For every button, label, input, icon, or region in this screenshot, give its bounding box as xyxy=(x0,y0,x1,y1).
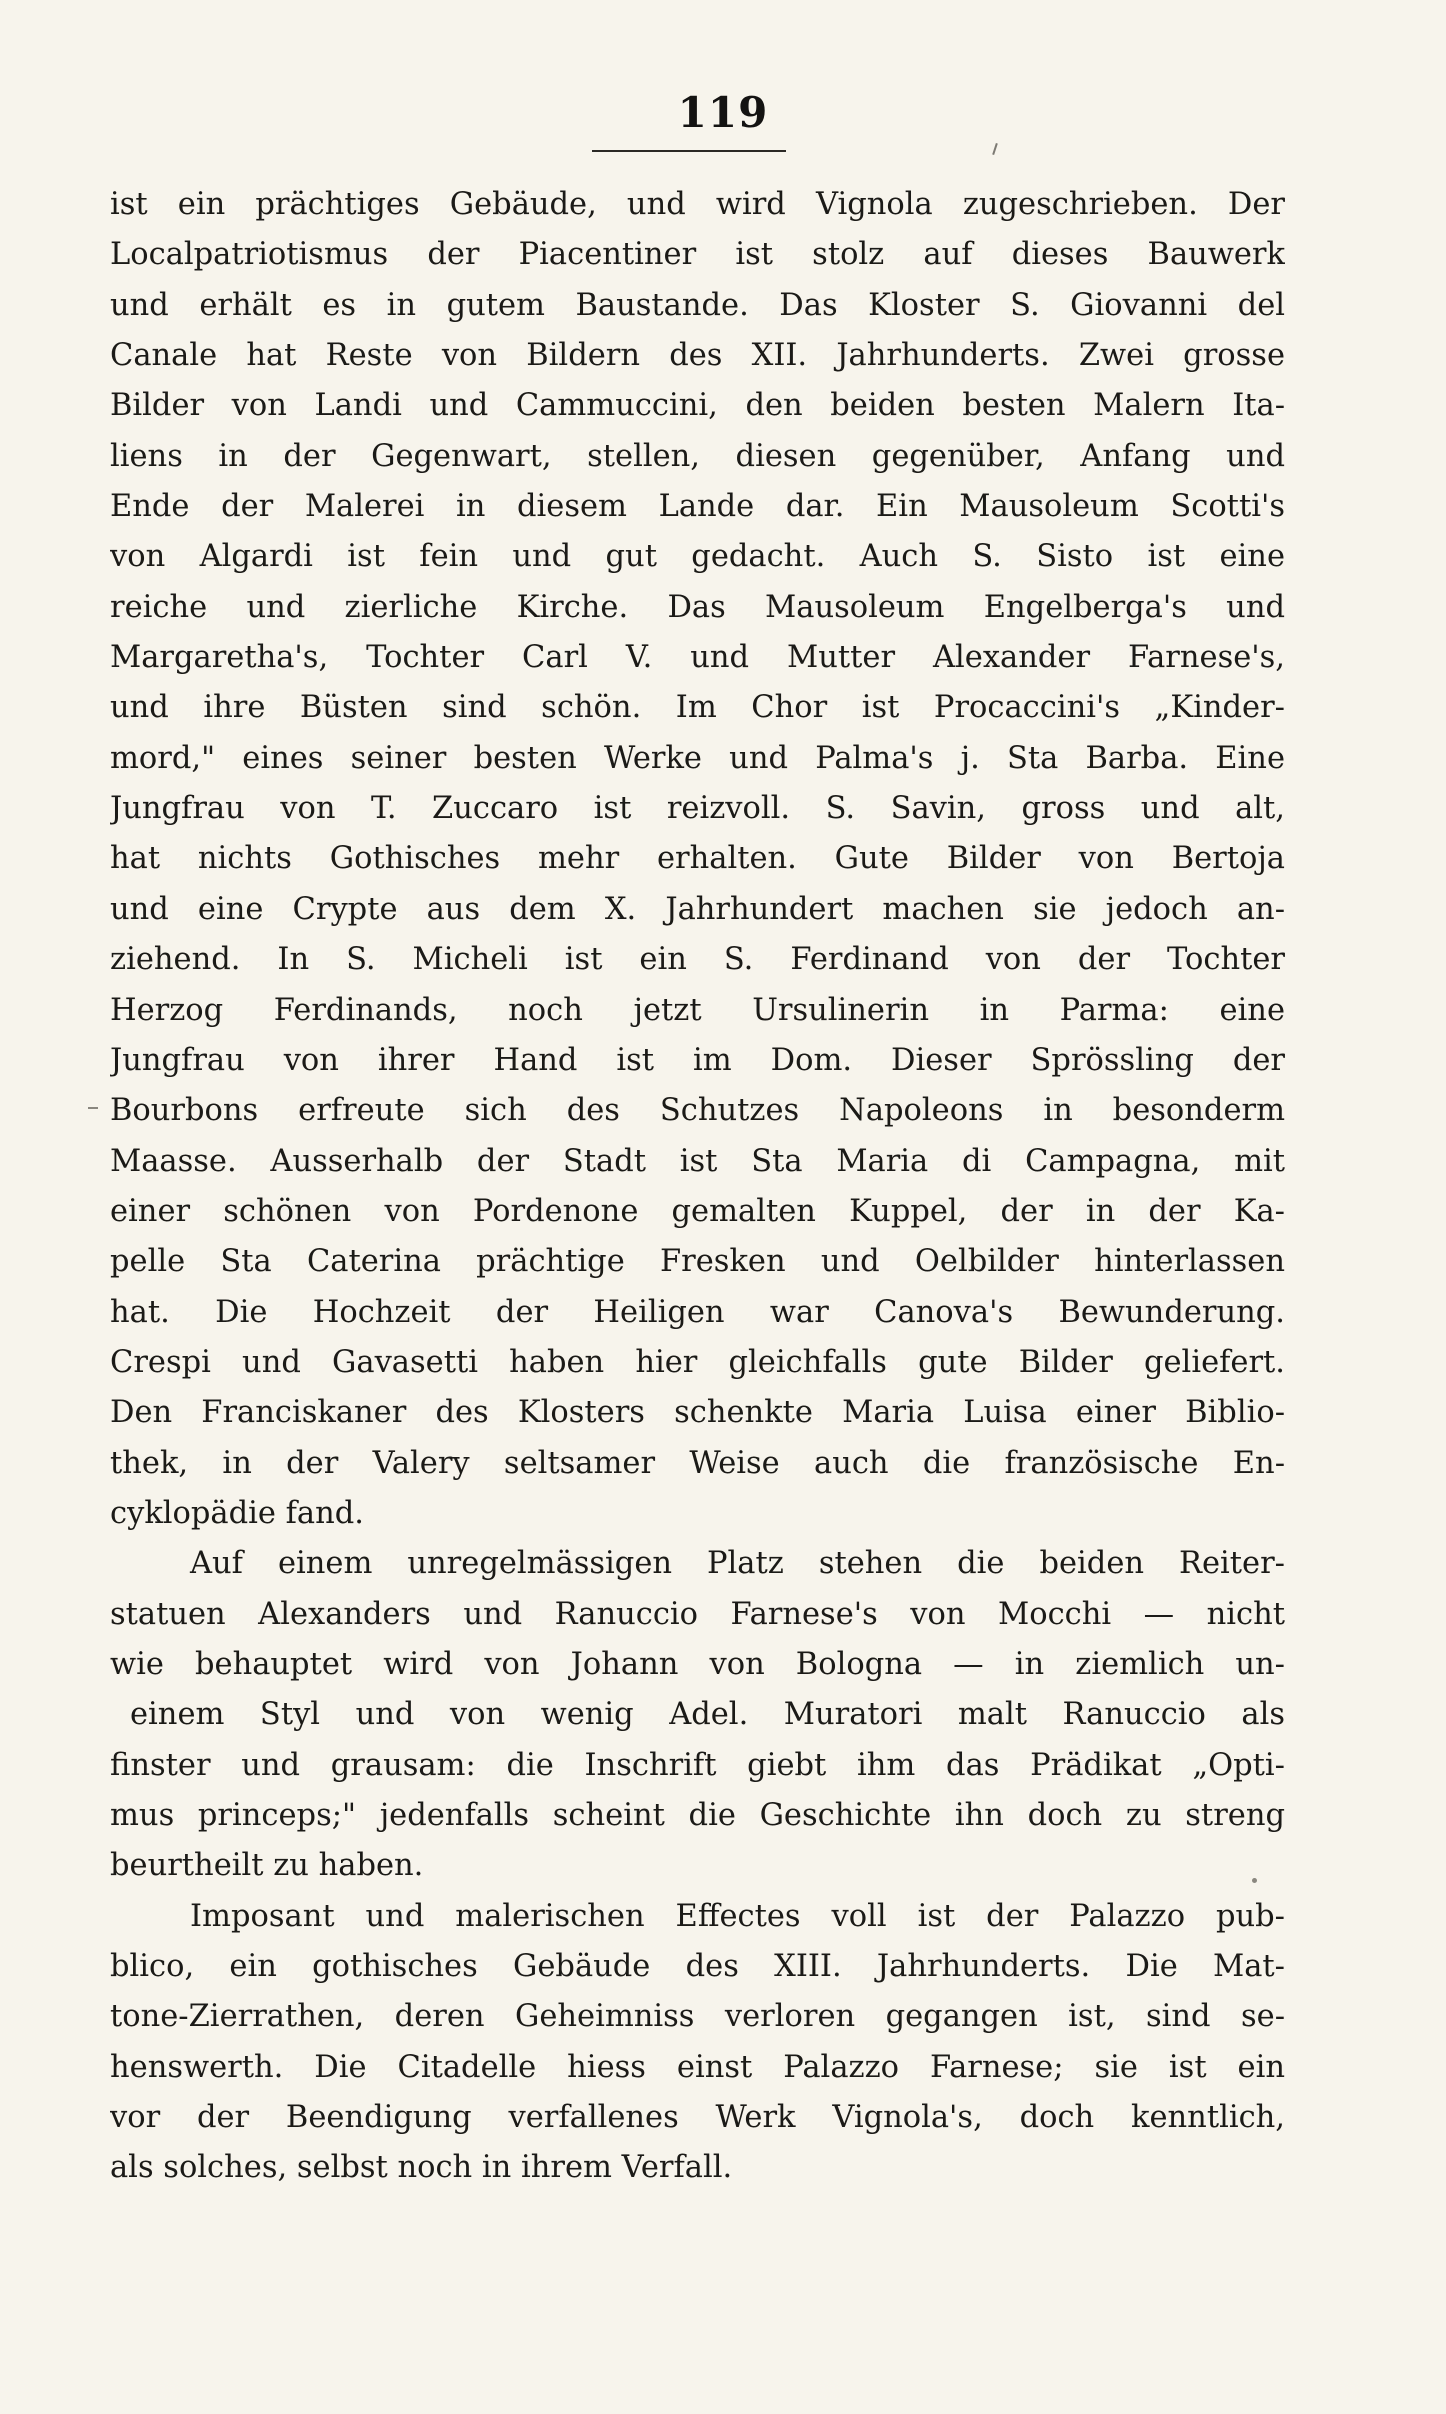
text-line: ziehend. In S. Micheli ist ein S. Ferdinand von der Tochter xyxy=(110,942,1285,978)
text-line: liens in der Gegenwart, stellen, diesen gegenüber, Anfang und xyxy=(110,438,1285,474)
page-number: 119 xyxy=(677,88,769,137)
text-line: pelle Sta Caterina prächtige Fresken und Oelbilder hinterlassen xyxy=(110,1244,1285,1280)
text-line: blico, ein gothisches Gebäude des XIII. Jahrhunderts. Die Mat- xyxy=(110,1949,1285,1985)
text-line: Ende der Malerei in diesem Lande dar. Ein Mausoleum Scotti's xyxy=(110,489,1285,525)
header-mark xyxy=(992,143,998,155)
text-line: Canale hat Reste von Bildern des XII. Jahrhunderts. Zwei grosse xyxy=(110,338,1285,374)
text-line: Herzog Ferdinands, noch jetzt Ursulinerin in Parma: eine xyxy=(110,992,1285,1028)
text-line: vor der Beendigung verfallenes Werk Vignola's, doch kenntlich, xyxy=(110,2100,1285,2136)
text-line: und erhält es in gutem Baustande. Das Kloster S. Giovanni del xyxy=(110,287,1285,323)
text-line: mord," eines seiner besten Werke und Palma's j. Sta Barba. Eine xyxy=(110,740,1285,776)
text-line: einer schönen von Pordenone gemalten Kuppel, der in der Ka- xyxy=(110,1193,1285,1229)
text-line: thek, in der Valery seltsamer Weise auch die französische En- xyxy=(110,1445,1285,1481)
text-line: und ihre Büsten sind schön. Im Chor ist Procaccini's „Kinder- xyxy=(110,690,1285,726)
text-line: Bourbons erfreute sich des Schutzes Napoleons in besonderm xyxy=(110,1093,1285,1129)
text-line: von Algardi ist fein und gut gedacht. Auch S. Sisto ist eine xyxy=(110,539,1285,575)
text-line: tone-Zierrathen, deren Geheimniss verloren gegangen ist, sind se- xyxy=(110,1999,1285,2035)
text-line: wie behauptet wird von Johann von Bologna — in ziemlich un- xyxy=(110,1646,1285,1682)
text-line: beurtheilt zu haben. xyxy=(110,1848,424,1884)
text-line: Jungfrau von ihrer Hand ist im Dom. Dieser Sprössling der xyxy=(110,1042,1285,1078)
text-line: einem Styl und von wenig Adel. Muratori malt Ranuccio als xyxy=(130,1697,1285,1733)
text-line: Margaretha's, Tochter Carl V. und Mutter Alexander Farnese's, xyxy=(110,640,1285,676)
text-line: als solches, selbst noch in ihrem Verfall. xyxy=(110,2150,733,2186)
text-line: finster und grausam: die Inschrift giebt ihm das Prädikat „Opti- xyxy=(110,1747,1285,1783)
text-line: henswerth. Die Citadelle hiess einst Palazzo Farnese; sie ist ein xyxy=(110,2049,1285,2085)
body-text xyxy=(110,180,1285,2194)
text-line: Jungfrau von T. Zuccaro ist reizvoll. S. Savin, gross und alt, xyxy=(110,791,1285,827)
text-line: Den Franciskaner des Klosters schenkte Maria Luisa einer Biblio- xyxy=(110,1395,1285,1431)
text-line: Bilder von Landi und Cammuccini, den beiden besten Malern Ita- xyxy=(110,388,1285,424)
header-rule xyxy=(592,150,786,152)
margin-mark xyxy=(88,1107,98,1109)
text-line: Crespi und Gavasetti haben hier gleichfalls gute Bilder geliefert. xyxy=(110,1344,1285,1380)
text-line: ist ein prächtiges Gebäude, und wird Vignola zugeschrieben. Der xyxy=(110,187,1285,222)
text-line: mus princeps;" jedenfalls scheint die Geschichte ihn doch zu streng xyxy=(110,1798,1285,1833)
text-line: und eine Crypte aus dem X. Jahrhundert machen sie jedoch an- xyxy=(110,891,1285,927)
text-line: Maasse. Ausserhalb der Stadt ist Sta Maria di Campagna, mit xyxy=(110,1143,1285,1179)
text-line: cyklopädie fand. xyxy=(110,1495,364,1531)
text-line: Auf einem unregelmässigen Platz stehen die beiden Reiter- xyxy=(190,1546,1285,1582)
text-line: reiche und zierliche Kirche. Das Mausoleum Engelberga's und xyxy=(110,589,1285,625)
text-line: hat. Die Hochzeit der Heiligen war Canova's Bewunderung. xyxy=(110,1294,1285,1330)
text-line: Localpatriotismus der Piacentiner ist stolz auf dieses Bauwerk xyxy=(110,237,1285,273)
text-line: statuen Alexanders und Ranuccio Farnese's von Mocchi — nicht xyxy=(110,1596,1285,1632)
text-line: Imposant und malerischen Effectes voll ist der Palazzo pub- xyxy=(190,1898,1285,1934)
text-line: hat nichts Gothisches mehr erhalten. Gute Bilder von Bertoja xyxy=(110,841,1285,877)
